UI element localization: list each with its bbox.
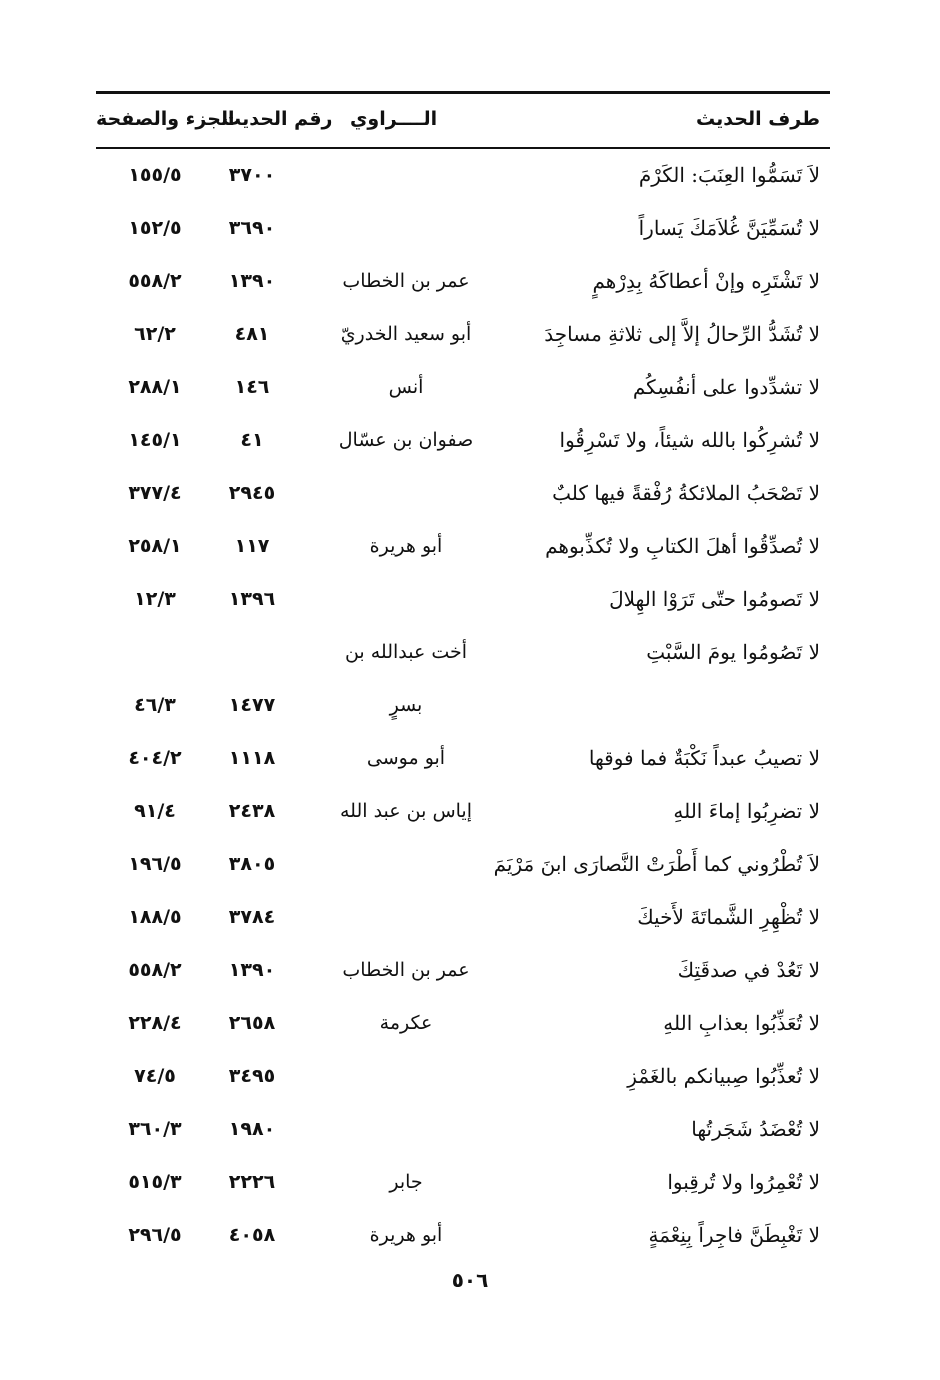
volume-page: ٢٩٦/٥ — [128, 1224, 182, 1246]
hadith-number: ١٩٨٠ — [228, 1118, 276, 1140]
volume-page: ٣٦٠/٣ — [128, 1118, 182, 1140]
volume-page: ٥٥٨/٢ — [128, 959, 182, 981]
hadith-number: ٤٠٥٨ — [228, 1224, 276, 1246]
hadith-text: لا تَغْبِطَنَّ فاجِراً بِنِعْمَةٍ — [648, 1223, 820, 1247]
hadith-text: لا تُعْمِرُوا ولا تُرقِبوا — [667, 1170, 820, 1194]
volume-page: ٢٨٨/١ — [128, 376, 182, 398]
table-row — [96, 680, 830, 733]
narrator-name: جابر — [389, 1171, 423, 1193]
hadith-number: ١٣٩٦ — [228, 588, 276, 610]
header-vol-page: الجزء والصفحة — [96, 108, 235, 130]
table-row — [96, 1210, 830, 1263]
hadith-text: لا تصيبُ عبداً نَكْبَةٌ فما فوقها — [588, 746, 820, 770]
page-number: ٥٠٦ — [451, 1268, 489, 1292]
narrator-name: عكرمة — [379, 1012, 433, 1034]
volume-page: ٥٥٨/٢ — [128, 270, 182, 292]
volume-page: ٤٦/٣ — [134, 694, 176, 716]
hadith-number: ٢٤٣٨ — [228, 800, 276, 822]
volume-page: ٣٧٧/٤ — [128, 482, 182, 504]
table-row — [96, 1051, 830, 1104]
table-row — [96, 256, 830, 309]
table-row — [96, 945, 830, 998]
volume-page: ١٨٨/٥ — [128, 906, 182, 928]
table-row — [96, 733, 830, 786]
hadith-text: لا تُشَدُّ الرِّحالُ إلاَّ إلى ثلاثةِ مساجِدَ — [544, 322, 820, 346]
narrator-name: إياس بن عبد الله — [339, 800, 472, 822]
volume-page: ٤٠٤/٢ — [128, 747, 182, 769]
hadith-text: لا تَعُدْ في صدقَتِكَ — [677, 958, 820, 982]
table-row — [96, 468, 830, 521]
hadith-text: لا تضرِبُوا إماءَ اللهِ — [673, 799, 820, 823]
hadith-number: ١١٧ — [234, 535, 270, 557]
table-row — [96, 839, 830, 892]
hadith-text: لا تَصْحَبُ الملائكةُ رُفْقةً فيها كلبٌ — [552, 481, 820, 505]
hadith-number: ٣٤٩٥ — [228, 1065, 276, 1087]
hadith-text: لا تشدِّدوا على أنفُسِكُم — [632, 375, 820, 399]
top-rule — [96, 91, 830, 94]
hadith-number: ٣٧٠٠ — [228, 164, 276, 186]
hadith-text: لاَ تُطْرُوني كما أَطْرَتْ النَّصارَى ابنَ مَرْيَمَ — [493, 852, 820, 876]
narrator-name: عمر بن الخطاب — [342, 959, 470, 981]
narrator-name: أنس — [388, 376, 424, 398]
narrator-name: أبو هريرة — [369, 1224, 443, 1246]
index-table — [96, 150, 830, 1263]
volume-page: ١٥٢/٥ — [128, 217, 182, 239]
volume-page: ٢٥٨/١ — [128, 535, 182, 557]
volume-page: ١٥٥/٥ — [128, 164, 182, 186]
narrator-name: أبو سعيد الخدريّ — [340, 323, 472, 345]
volume-page: ٥١٥/٣ — [128, 1171, 182, 1193]
table-row — [96, 627, 830, 680]
hadith-text: لا تَصومُوا حتّى تَرَوْا الهِلالَ — [609, 587, 820, 611]
table-row — [96, 150, 830, 203]
narrator-name: عمر بن الخطاب — [342, 270, 470, 292]
hadith-text: لا تُشرِكُوا بالله شيئاً، ولا تَسْرِقُوا — [559, 428, 820, 452]
table-row — [96, 362, 830, 415]
table-row — [96, 892, 830, 945]
volume-page: ٢٢٨/٤ — [128, 1012, 182, 1034]
hadith-number: ١٤٦ — [234, 376, 270, 398]
narrator-name: بسرٍ — [389, 694, 423, 716]
header-narrator: الــــراوي — [350, 108, 438, 130]
narrator-name: أخت عبدالله بن — [344, 641, 468, 663]
narrator-name: أبو هريرة — [369, 535, 443, 557]
hadith-text: لا تُظْهِرِ الشَّماتَةَ لأَخيكَ — [637, 905, 820, 929]
table-row — [96, 1104, 830, 1157]
table-row — [96, 309, 830, 362]
hadith-text: لا تُعَذِّبُوا بعذابِ اللهِ — [663, 1011, 820, 1035]
table-row — [96, 1157, 830, 1210]
hadith-text: لا تُعْضَدُ شَجَرتُها — [691, 1117, 820, 1141]
volume-page: ٩١/٤ — [134, 800, 176, 822]
hadith-text: لاَ تَسَمُّوا العِنَبَ: الكَرْمَ — [638, 163, 820, 187]
narrator-name: صفوان بن عسّال — [338, 429, 474, 451]
hadith-number: ٤٨١ — [234, 323, 270, 345]
volume-page: ١٢/٣ — [134, 588, 176, 610]
hadith-number: ٢٢٢٦ — [228, 1171, 276, 1193]
hadith-number: ٣٦٩٠ — [228, 217, 276, 239]
volume-page: ١٤٥/١ — [128, 429, 182, 451]
table-row — [96, 786, 830, 839]
hadith-number: ٢٦٥٨ — [228, 1012, 276, 1034]
hadith-text: لا تُصدِّقُوا أهلَ الكتابِ ولا تُكذِّبوهم — [545, 534, 820, 558]
header-rule — [96, 147, 830, 149]
volume-page: ٧٤/٥ — [134, 1065, 176, 1087]
table-row — [96, 998, 830, 1051]
table-row — [96, 203, 830, 256]
hadith-number: ١١١٨ — [228, 747, 276, 769]
hadith-number: ٢٩٤٥ — [228, 482, 276, 504]
hadith-number: ٣٨٠٥ — [228, 853, 276, 875]
volume-page: ٦٢/٢ — [134, 323, 176, 345]
table-row — [96, 521, 830, 574]
hadith-text: لا تُسَمِّيَنَّ غُلاَمَكَ يَساراً — [638, 216, 820, 240]
hadith-number: ٣٧٨٤ — [228, 906, 276, 928]
hadith-text: لا تَشْتَرِه وإنْ أعطاكَهُ بِدِرْهمٍ — [592, 269, 820, 293]
hadith-number: ١٣٩٠ — [228, 270, 276, 292]
narrator-name: أبو موسى — [366, 747, 446, 769]
hadith-number: ١٤٧٧ — [228, 694, 276, 716]
hadith-number: ٤١ — [240, 429, 264, 451]
table-row — [96, 574, 830, 627]
table-row — [96, 415, 830, 468]
hadith-text: لا تُعذِّبُوا صِبيانكم بالغَمْزِ — [627, 1064, 820, 1088]
header-hadith: طرف الحديث — [696, 108, 820, 130]
hadith-number: ١٣٩٠ — [228, 959, 276, 981]
header-number: رقم الحديث — [222, 108, 333, 130]
hadith-text: لا تَصُومُوا يومَ السَّبْتِ — [646, 640, 820, 664]
volume-page: ١٩٦/٥ — [128, 853, 182, 875]
